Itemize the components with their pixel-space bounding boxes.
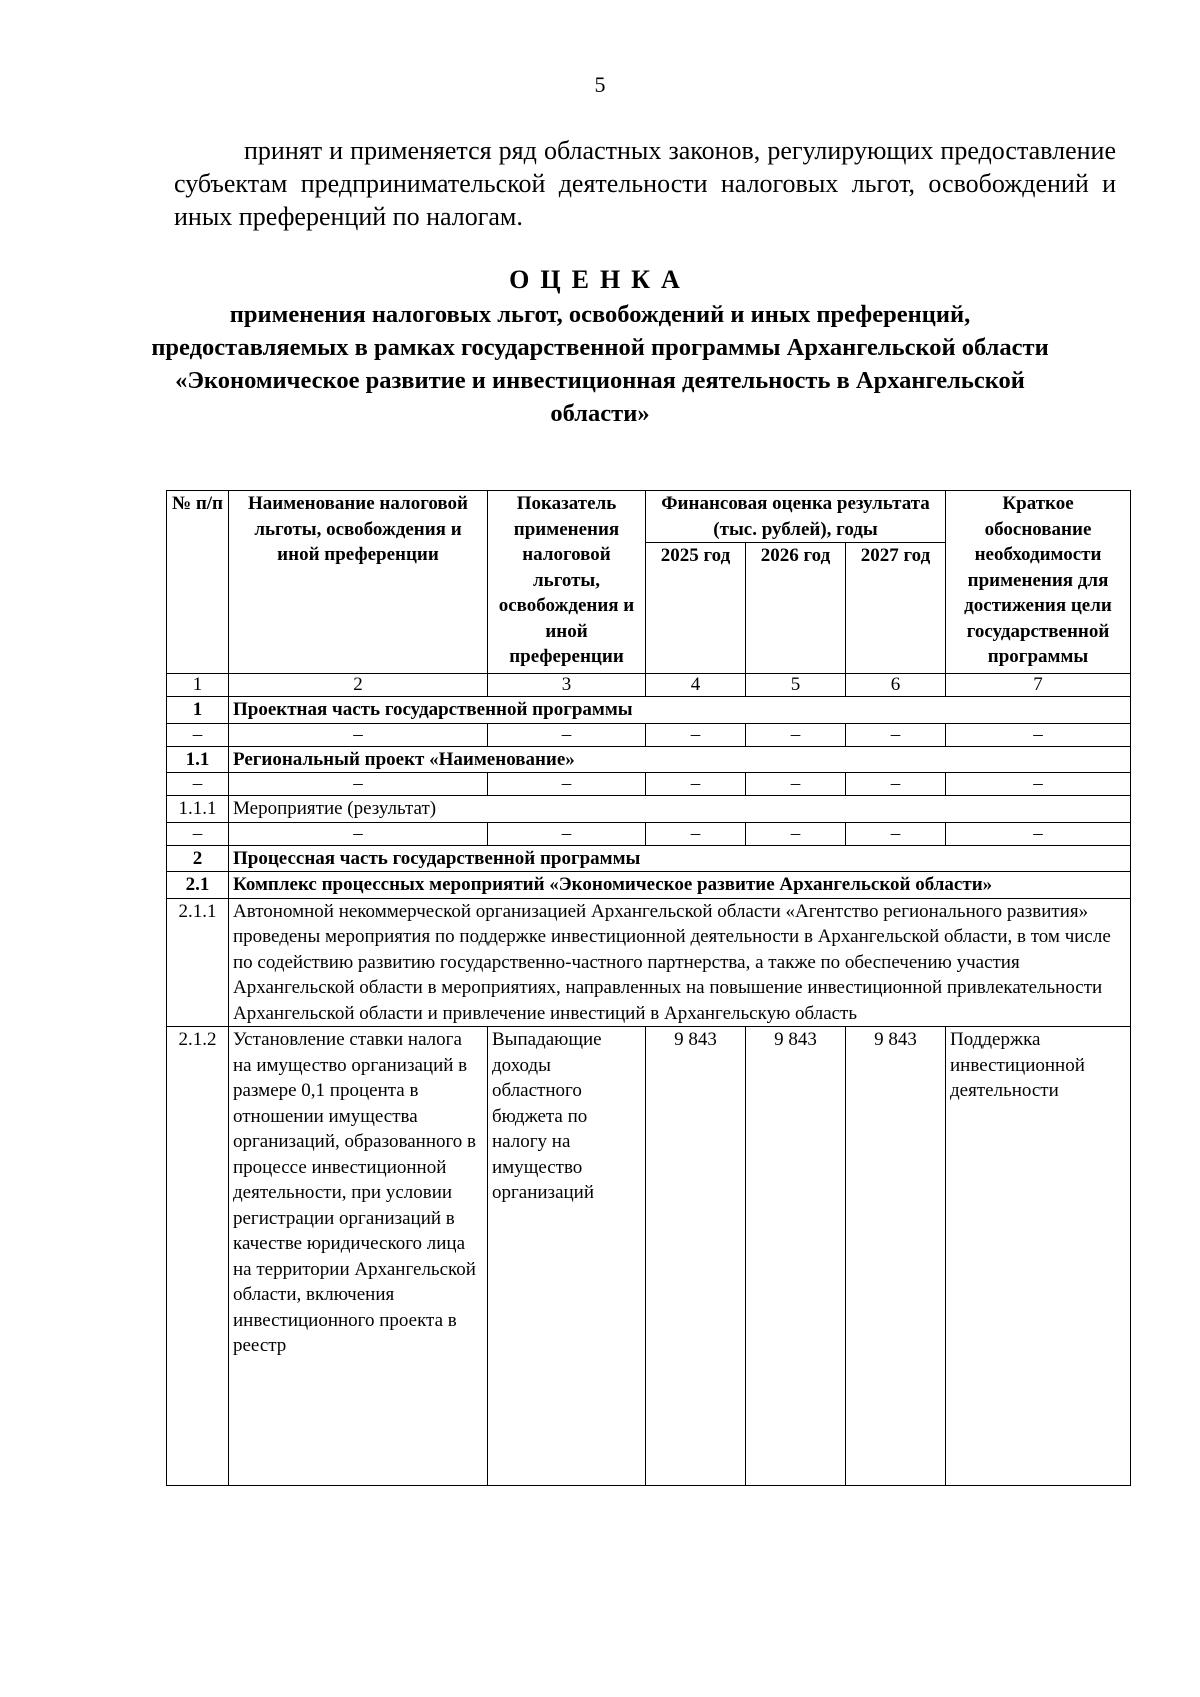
header-justification: Краткое обоснование необходимости применения для достижения цели государственной программы	[946, 491, 1131, 674]
empty-row	[167, 822, 1131, 845]
dash-cell: –	[946, 723, 1131, 746]
dash-cell: –	[646, 773, 746, 796]
dash-cell: –	[846, 723, 946, 746]
header-indicator: Показатель применения налоговой льготы, освобождения и иной преференции	[488, 491, 646, 674]
dash-cell: –	[746, 723, 846, 746]
dash-cell: –	[488, 822, 646, 845]
section-row	[167, 898, 1131, 1027]
dash-cell: –	[229, 822, 488, 845]
section-num: 1	[167, 697, 229, 724]
section-title: Процессная часть государственной программы	[229, 845, 1131, 872]
header-financial: Финансовая оценка результата (тыс. рублей), годы	[646, 491, 946, 543]
document-title: ОЦЕНКА	[509, 265, 691, 294]
row-num: 2.1.2	[167, 1027, 229, 1486]
value-2025: 9 843	[646, 1027, 746, 1486]
dash-cell: –	[167, 773, 229, 796]
section-title: Комплекс процессных мероприятий «Экономическое развитие Архангельской области»	[229, 872, 1131, 899]
col-number: 5	[746, 674, 846, 697]
empty-row	[167, 773, 1131, 796]
col-number: 6	[846, 674, 946, 697]
column-numbers-row	[167, 674, 1131, 697]
dash-cell: –	[167, 723, 229, 746]
section-num: 2.1.1	[167, 898, 229, 1027]
header-name: Наименование налоговой льготы, освобождения и иной преференции	[229, 491, 488, 674]
dash-cell: –	[229, 723, 488, 746]
section-num: 1.1.1	[167, 796, 229, 823]
data-row	[167, 1027, 1131, 1486]
value-2026: 9 843	[746, 1027, 846, 1486]
dash-cell: –	[846, 773, 946, 796]
section-row	[167, 872, 1131, 899]
dash-cell: –	[646, 822, 746, 845]
dash-cell: –	[746, 773, 846, 796]
section-row	[167, 697, 1131, 724]
header-2027: 2027 год	[846, 543, 946, 674]
section-num: 1.1	[167, 746, 229, 773]
dash-cell: –	[946, 822, 1131, 845]
col-number: 1	[167, 674, 229, 697]
assessment-table	[166, 490, 1131, 1486]
section-row	[167, 746, 1131, 773]
section-text: Автономной некоммерческой организацией Архангельской области «Агентство регионального развития» проведены мероприятия по поддержке инвестиционной деятельности в Архангельской области, в том числе по содействию развитию государственно-частного партнерства, а также по обеспечению участия Архангельской области в мероприятиях, направленных на повышение инвестиционной привлекательности Архангельской области и привлечение инвестиций в Архангельскую область	[229, 898, 1131, 1027]
section-title: Региональный проект «Наименование»	[229, 746, 1131, 773]
dash-cell: –	[167, 822, 229, 845]
dash-cell: –	[488, 723, 646, 746]
section-num: 2.1	[167, 872, 229, 899]
dash-cell: –	[846, 822, 946, 845]
col-number: 3	[488, 674, 646, 697]
header-num: № п/п	[167, 491, 229, 674]
benefit-justification: Поддержка инвестиционной деятельности	[946, 1027, 1131, 1486]
document-subtitle: применения налоговых льгот, освобождений и иных преференций, предоставляемых в рамках государственной программы Архангельской области «Экономическое развитие и инвестиционная деятельность в Архангельской области»	[151, 301, 1049, 427]
section-num: 2	[167, 845, 229, 872]
intro-paragraph: принят и применяется ряд областных законов, регулирующих предоставление субъектам предпринимательской деятельности налоговых льгот, освобождений и иных преференций по налогам.	[174, 136, 1116, 231]
header-2025: 2025 год	[646, 543, 746, 674]
dash-cell: –	[229, 773, 488, 796]
benefit-name: Установление ставки налога на имущество организаций в размере 0,1 процента в отношении имущества организаций, образованного в процессе инвестиционной деятельности, при условии регистрации организаций в качестве юридического лица на территории Архангельской области, включения инвестиционного проекта в реестр	[229, 1027, 488, 1486]
dash-cell: –	[488, 773, 646, 796]
page-number: 5	[594, 72, 606, 97]
value-2027: 9 843	[846, 1027, 946, 1486]
dash-cell: –	[746, 822, 846, 845]
empty-row	[167, 723, 1131, 746]
dash-cell: –	[946, 773, 1131, 796]
col-number: 7	[946, 674, 1131, 697]
col-number: 4	[646, 674, 746, 697]
section-row	[167, 845, 1131, 872]
col-number: 2	[229, 674, 488, 697]
header-2026: 2026 год	[746, 543, 846, 674]
benefit-indicator: Выпадающие доходы областного бюджета по налогу на имущество организаций	[488, 1027, 646, 1486]
header-row	[167, 491, 1131, 543]
dash-cell: –	[646, 723, 746, 746]
section-row	[167, 796, 1131, 823]
section-title: Мероприятие (результат)	[229, 796, 1131, 823]
section-title: Проектная часть государственной программы	[229, 697, 1131, 724]
